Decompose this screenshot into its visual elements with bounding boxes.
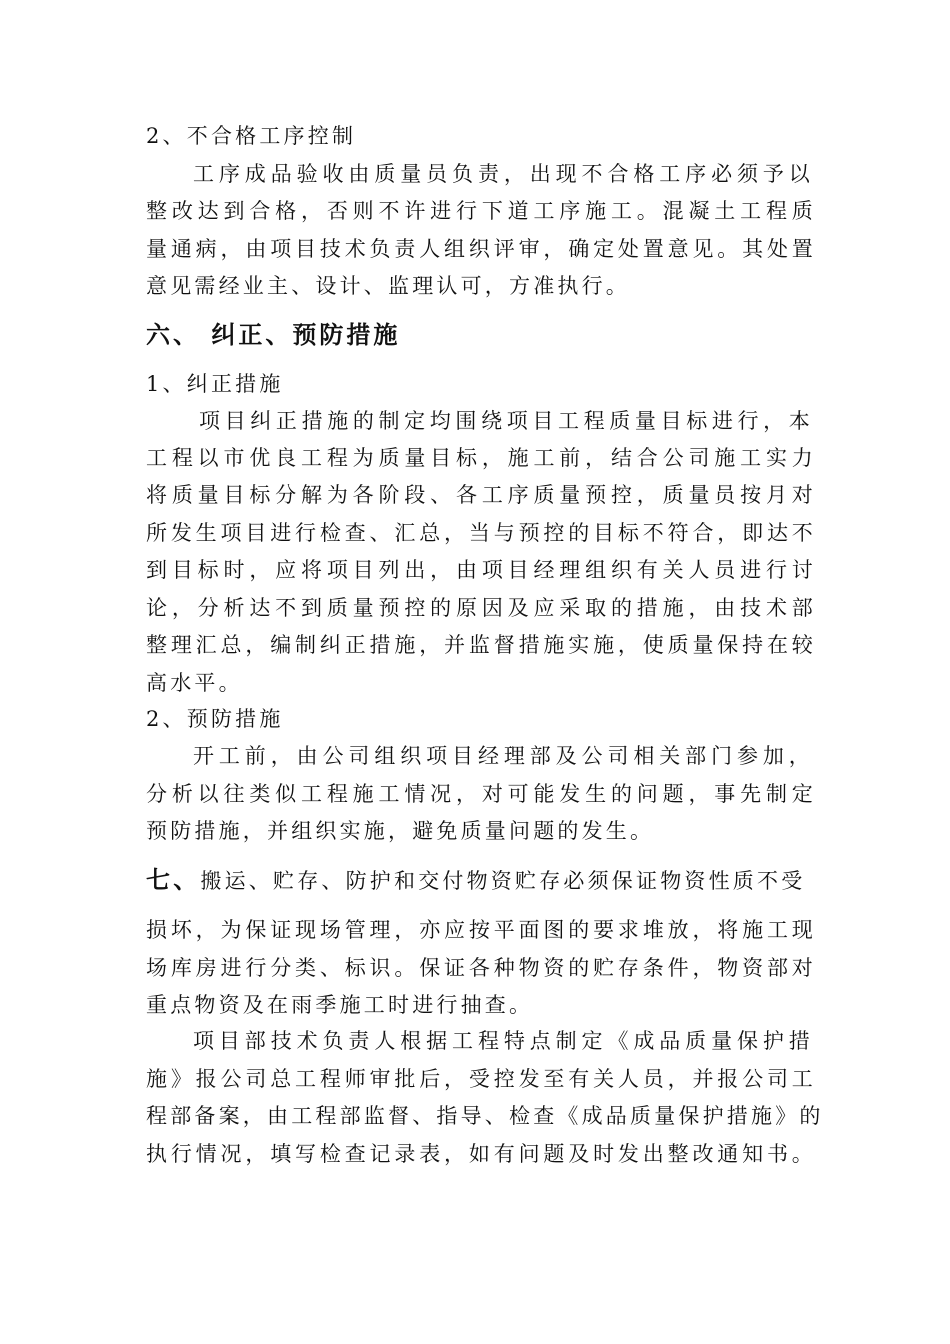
paragraph-line: 工序成品验收由质量员负责，出现不合格工序必须予以 — [193, 162, 813, 186]
paragraph-line: 施》报公司总工程师审批后，受控发至有关人员，并报公司工 — [146, 1067, 816, 1091]
paragraph-line: 开工前，由公司组织项目经理部及公司相关部门参加， — [193, 744, 813, 768]
paragraph-line: 程部备案，由工程部监督、指导、检查《成品质量保护措施》的 — [146, 1104, 824, 1128]
subsection-title-unqualified-process: 2、不合格工序控制 — [146, 124, 357, 148]
paragraph-line: 损坏，为保证现场管理，亦应按平面图的要求堆放，将施工现 — [146, 918, 816, 942]
paragraph-line: 高水平。 — [146, 671, 243, 695]
paragraph-line: 量通病，由项目技术负责人组织评审，确定处置意见。其处置 — [146, 237, 816, 261]
section-heading-handling: 七、 — [146, 865, 201, 894]
paragraph-line: 意见需经业主、设计、监理认可，方准执行。 — [146, 274, 630, 298]
paragraph-line: 工程以市优良工程为质量目标，施工前，结合公司施工实力 — [146, 446, 816, 470]
paragraph-line: 项目部技术负责人根据工程特点制定《成品质量保护措 — [193, 1029, 813, 1053]
section-heading-corrective-preventive: 六、 纠正、预防措施 — [146, 320, 401, 349]
paragraph-line: 项目纠正措施的制定均围绕项目工程质量目标进行，本 — [199, 409, 813, 433]
paragraph-line: 整理汇总，编制纠正措施，并监督措施实施，使质量保持在较 — [146, 633, 816, 657]
section-7-first-line — [146, 865, 816, 896]
paragraph-line: 论，分析达不到质量预控的原因及应采取的措施，由技术部 — [146, 596, 816, 620]
paragraph-line: 场库房进行分类、标识。保证各种物资的贮存条件，物资部对 — [146, 956, 816, 980]
subsection-title-corrective: 1、纠正措施 — [146, 372, 284, 396]
paragraph-line: 分析以往类似工程施工情况，对可能发生的问题，事先制定 — [146, 782, 816, 806]
paragraph-line: 执行情况，填写检查记录表，如有问题及时发出整改通知书。 — [146, 1142, 816, 1166]
paragraph-line: 重点物资及在雨季施工时进行抽查。 — [146, 993, 534, 1017]
paragraph-line: 将质量目标分解为各阶段、各工序质量预控，质量员按月对 — [146, 483, 816, 507]
section-7-first-line-text: 搬运、贮存、防护和交付物资贮存必须保证物资性质不受 — [200, 869, 806, 893]
paragraph-line: 到目标时，应将项目列出，由项目经理组织有关人员进行讨 — [146, 558, 816, 582]
paragraph-line: 整改达到合格，否则不许进行下道工序施工。混凝土工程质 — [146, 199, 816, 223]
paragraph-line: 所发生项目进行检查、汇总，当与预控的目标不符合，即达不 — [146, 521, 816, 545]
paragraph-line: 预防措施，并组织实施，避免质量问题的发生。 — [146, 819, 655, 843]
subsection-title-preventive: 2、预防措施 — [146, 707, 284, 731]
